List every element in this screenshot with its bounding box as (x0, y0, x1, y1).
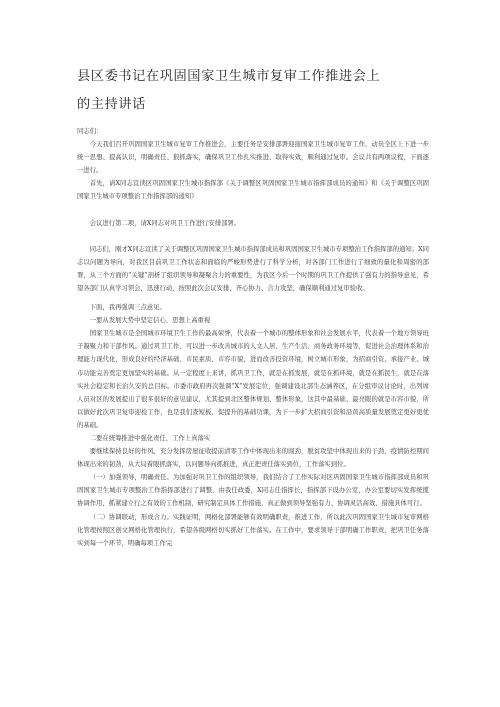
paragraph: 会议进行第二项，请X同志对巩卫工作进行安排部署。 (89, 219, 241, 227)
paragraph: （一）加强领导，明确责任。为加强对巩卫工作的组织领导，我们结合了工作实际对区巩固国家卫生城市指挥部成员和巩固国家卫生城市专项整治工作指挥部进行了调整，由我任政委，X同志任指挥长，指挥部下设办公室，办公室要切实发挥统揽协调作用，抓紧建立行之有效的工作机制，研究制定具体工作措施，真正做到领导坚强有力、协调灵活高效、措施具体可行。 (77, 474, 429, 508)
document-title-line-1: 县区委书记在巩固国家卫生城市复审工作推进会上 (77, 69, 381, 84)
paragraph: 同志们，刚才X同志宣读了关于调整区巩固国家卫生城市指挥部成员和巩固国家卫生城市专项整治工作指挥部的通知；X同志以问题为导向，对我区目前巩卫工作状态和面临的严峻形势进行了科学分析，对各部门工作进行了细致的量化和周密的部署，从三个方面的“关键”剖析了组织领导和凝聚合力的重要性，为我区今后一个时期的巩卫工作提供了强有力的指导意见，希望各部门认真学习领会，迅速行动，按照此次会议安排，齐心协力、合力攻坚，确保顺利通过复审验收。 (77, 245, 429, 292)
paragraph: 同志们： (77, 128, 103, 135)
paragraph: 今天我们召开巩固国家卫生城市复审工作推进会，主要任务是安排部署迎接国家卫生城市复审工作，动员全区上下进一步统一思想、提高认识，明确责任、狠抓落实，确保巩卫工作扎实推进、取得实效，顺利通过复审。会议共有两项议程，下面逐一进行。 (77, 141, 429, 175)
document-body (77, 125, 429, 550)
paragraph: 一要从发展大势中坚定信心，思想上高重视 (89, 317, 211, 325)
paragraph: 国家卫生城市是全国城市环境卫生工作的最高荣誉，代表着一个城市的整体形象和社会发展水平，代表着一个地方领导班子凝聚力和干部作风。通过巩卫工作，可以进一步改善城市的人文人居、生产生活、商务政务环境等，促进社会治理体系和治理能力现代化，形成良好的经济基础、市民素质、市容市貌，进而改善投资环境，树立城市形象，为招商引资、承接产业、城市功能完善奠定更加坚实的基础。从一定程度上来讲，抓巩卫工作，就是在抓发展，就是在抓环境，就是在抓民生，就是在落实社会稳定和长治久安的总目标。市委市政府再次强调“X”发展定位，强调建设北部生态涵养区，在分组审议讨论时，出列席人员对区的发展提出了很多很好的意见建议，尤其提到北区整体规划、整体形象，这其中最基础、最亮眼的就是市容市貌，所以做好此次巩卫复审迎检工作，也是我们查短板、促提升的基础功课，为下一步扩大招商引资和沿黄高质量发展奠定更好更优的基础。 (77, 330, 429, 429)
paragraph: 要继续保持良好的作风，充分发挥房屋征收提前清零工作中体现出来的闯劲，脱贫攻坚中体现出来的干劲，疫情防控期间体现出来的韧劲，从大局着眼抓落实，以问题导向抓推进，真正把责任落实到位，工作落实到位。 (77, 448, 429, 469)
paragraph: 下面，我再强调三点意见。 (89, 304, 166, 312)
document-title-line-2: 的主持讲话 (77, 97, 146, 112)
paragraph: （二）协调联动，形成合力。实践证明，网格化部署能够有效明确职责，推进工作，所以此次巩固国家卫生城市复审网格化管理按照区创文网格化管理执行，希望各级网格切实抓好工作落实。在工作中，要求领导干部明确工作职责，把巩卫任务落实到每一个环节，明确每项工作完 (77, 513, 429, 547)
paragraph: 首先，请X同志宣读区巩固国家卫生城市指挥部《关于调整区巩固国家卫生城市指挥部成员的通知》和《关于调整区巩固国家卫生城市专项整治工作指挥部的通知》 (77, 180, 429, 201)
paragraph: 二要在统筹推进中强化责任，工作上真落实 (89, 434, 211, 442)
